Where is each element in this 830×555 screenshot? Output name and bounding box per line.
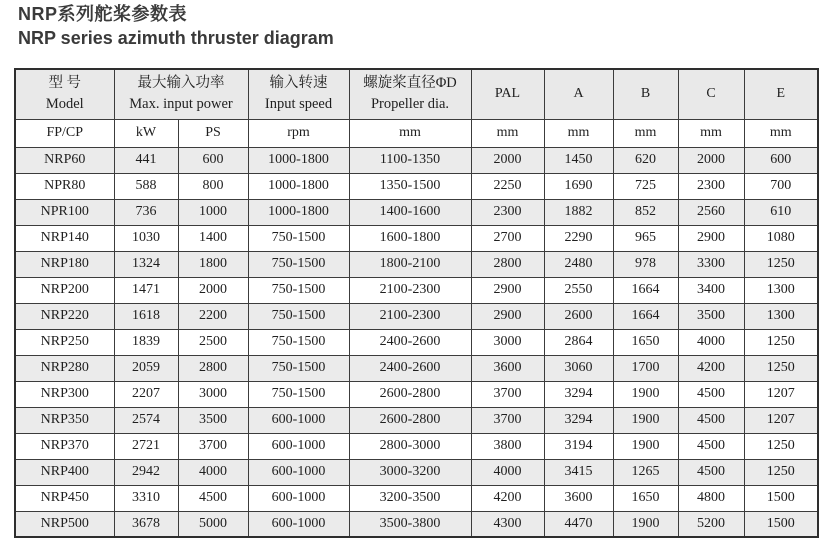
cell-a: 3294 bbox=[544, 381, 613, 407]
cell-propeller-dia: 1350-1500 bbox=[349, 173, 471, 199]
cell-propeller-dia: 2100-2300 bbox=[349, 277, 471, 303]
cell-ps: 4500 bbox=[178, 485, 248, 511]
cell-propeller-dia: 2400-2600 bbox=[349, 355, 471, 381]
cell-b: 1664 bbox=[613, 303, 678, 329]
cell-model: NRP180 bbox=[15, 251, 114, 277]
cell-e: 1250 bbox=[744, 251, 818, 277]
table-row bbox=[15, 407, 818, 433]
cell-c: 5200 bbox=[678, 511, 744, 537]
cell-e: 600 bbox=[744, 147, 818, 173]
cell-rpm: 750-1500 bbox=[248, 355, 349, 381]
header-row bbox=[15, 69, 818, 119]
header-model-zh: 型 号 bbox=[48, 75, 82, 92]
cell-pal: 4000 bbox=[471, 459, 544, 485]
header-model-en: Model bbox=[45, 96, 84, 113]
cell-ps: 1400 bbox=[178, 225, 248, 251]
cell-rpm: 1000-1800 bbox=[248, 199, 349, 225]
cell-a: 3194 bbox=[544, 433, 613, 459]
cell-e: 1250 bbox=[744, 459, 818, 485]
cell-a: 2480 bbox=[544, 251, 613, 277]
unit-model-type: FP/CP bbox=[15, 119, 114, 147]
unit-a-mm: mm bbox=[544, 119, 613, 147]
cell-b: 620 bbox=[613, 147, 678, 173]
cell-propeller-dia: 3000-3200 bbox=[349, 459, 471, 485]
cell-pal: 3800 bbox=[471, 433, 544, 459]
header-c: C bbox=[678, 69, 744, 119]
cell-b: 1900 bbox=[613, 511, 678, 537]
cell-a: 1690 bbox=[544, 173, 613, 199]
cell-b: 1664 bbox=[613, 277, 678, 303]
cell-b: 852 bbox=[613, 199, 678, 225]
cell-pal: 2900 bbox=[471, 303, 544, 329]
cell-a: 3415 bbox=[544, 459, 613, 485]
cell-e: 1250 bbox=[744, 433, 818, 459]
table-body bbox=[15, 147, 818, 537]
table-row bbox=[15, 329, 818, 355]
cell-rpm: 600-1000 bbox=[248, 511, 349, 537]
cell-c: 2000 bbox=[678, 147, 744, 173]
cell-ps: 2800 bbox=[178, 355, 248, 381]
cell-c: 3300 bbox=[678, 251, 744, 277]
cell-rpm: 600-1000 bbox=[248, 485, 349, 511]
unit-b-mm: mm bbox=[613, 119, 678, 147]
title-english: NRP series azimuth thruster diagram bbox=[18, 27, 334, 48]
cell-e: 1500 bbox=[744, 511, 818, 537]
cell-kw: 1324 bbox=[114, 251, 178, 277]
cell-kw: 588 bbox=[114, 173, 178, 199]
cell-propeller-dia: 1400-1600 bbox=[349, 199, 471, 225]
cell-e: 1250 bbox=[744, 329, 818, 355]
header-propeller-dia bbox=[349, 69, 471, 119]
cell-ps: 2200 bbox=[178, 303, 248, 329]
thruster-parameter-table bbox=[14, 68, 819, 538]
cell-model: NRP370 bbox=[15, 433, 114, 459]
cell-pal: 2250 bbox=[471, 173, 544, 199]
cell-kw: 441 bbox=[114, 147, 178, 173]
cell-rpm: 750-1500 bbox=[248, 277, 349, 303]
cell-pal: 3700 bbox=[471, 381, 544, 407]
cell-pal: 4200 bbox=[471, 485, 544, 511]
cell-kw: 2942 bbox=[114, 459, 178, 485]
cell-propeller-dia: 2400-2600 bbox=[349, 329, 471, 355]
cell-pal: 2900 bbox=[471, 277, 544, 303]
cell-ps: 5000 bbox=[178, 511, 248, 537]
cell-b: 1700 bbox=[613, 355, 678, 381]
cell-pal: 3600 bbox=[471, 355, 544, 381]
cell-b: 978 bbox=[613, 251, 678, 277]
unit-c-mm: mm bbox=[678, 119, 744, 147]
cell-kw: 2059 bbox=[114, 355, 178, 381]
table-row bbox=[15, 251, 818, 277]
cell-rpm: 1000-1800 bbox=[248, 173, 349, 199]
cell-b: 1650 bbox=[613, 329, 678, 355]
cell-propeller-dia: 2600-2800 bbox=[349, 381, 471, 407]
cell-kw: 2207 bbox=[114, 381, 178, 407]
cell-c: 3400 bbox=[678, 277, 744, 303]
cell-pal: 2700 bbox=[471, 225, 544, 251]
cell-model: NRP280 bbox=[15, 355, 114, 381]
cell-model: NRP220 bbox=[15, 303, 114, 329]
header-power-zh: 最大输入功率 bbox=[137, 75, 225, 92]
cell-a: 1882 bbox=[544, 199, 613, 225]
table-row bbox=[15, 303, 818, 329]
header-speed-en: Input speed bbox=[264, 96, 333, 113]
cell-kw: 1471 bbox=[114, 277, 178, 303]
units-row bbox=[15, 119, 818, 147]
cell-ps: 2000 bbox=[178, 277, 248, 303]
cell-model: NPR80 bbox=[15, 173, 114, 199]
cell-model: NRP300 bbox=[15, 381, 114, 407]
cell-model: NRP400 bbox=[15, 459, 114, 485]
cell-ps: 2500 bbox=[178, 329, 248, 355]
table-row bbox=[15, 381, 818, 407]
table-row bbox=[15, 459, 818, 485]
cell-model: NRP250 bbox=[15, 329, 114, 355]
unit-ps: PS bbox=[178, 119, 248, 147]
cell-rpm: 750-1500 bbox=[248, 251, 349, 277]
cell-model: NPR100 bbox=[15, 199, 114, 225]
cell-e: 610 bbox=[744, 199, 818, 225]
cell-ps: 800 bbox=[178, 173, 248, 199]
cell-c: 3500 bbox=[678, 303, 744, 329]
cell-c: 4500 bbox=[678, 381, 744, 407]
cell-model: NRP200 bbox=[15, 277, 114, 303]
cell-pal: 3700 bbox=[471, 407, 544, 433]
header-dia-en: Propeller dia. bbox=[370, 96, 450, 113]
unit-e-mm: mm bbox=[744, 119, 818, 147]
page-titles bbox=[18, 3, 334, 51]
cell-model: NRP140 bbox=[15, 225, 114, 251]
cell-ps: 3700 bbox=[178, 433, 248, 459]
unit-rpm: rpm bbox=[248, 119, 349, 147]
cell-b: 1900 bbox=[613, 381, 678, 407]
cell-pal: 4300 bbox=[471, 511, 544, 537]
cell-kw: 1618 bbox=[114, 303, 178, 329]
cell-propeller-dia: 1600-1800 bbox=[349, 225, 471, 251]
cell-b: 1900 bbox=[613, 407, 678, 433]
header-power-en: Max. input power bbox=[129, 96, 233, 113]
cell-ps: 1000 bbox=[178, 199, 248, 225]
cell-c: 4500 bbox=[678, 459, 744, 485]
cell-e: 700 bbox=[744, 173, 818, 199]
cell-pal: 3000 bbox=[471, 329, 544, 355]
cell-c: 4000 bbox=[678, 329, 744, 355]
cell-c: 4500 bbox=[678, 407, 744, 433]
cell-a: 4470 bbox=[544, 511, 613, 537]
cell-kw: 1030 bbox=[114, 225, 178, 251]
cell-kw: 3678 bbox=[114, 511, 178, 537]
header-model bbox=[15, 69, 114, 119]
cell-rpm: 600-1000 bbox=[248, 459, 349, 485]
cell-rpm: 600-1000 bbox=[248, 407, 349, 433]
table-row bbox=[15, 433, 818, 459]
unit-dia-mm: mm bbox=[349, 119, 471, 147]
cell-rpm: 750-1500 bbox=[248, 225, 349, 251]
cell-pal: 2800 bbox=[471, 251, 544, 277]
cell-propeller-dia: 3200-3500 bbox=[349, 485, 471, 511]
cell-e: 1500 bbox=[744, 485, 818, 511]
cell-propeller-dia: 2100-2300 bbox=[349, 303, 471, 329]
header-input-speed bbox=[248, 69, 349, 119]
table-row bbox=[15, 511, 818, 537]
cell-e: 1207 bbox=[744, 407, 818, 433]
header-speed-zh: 输入转速 bbox=[269, 75, 328, 92]
table-row bbox=[15, 147, 818, 173]
header-pal: PAL bbox=[471, 69, 544, 119]
cell-ps: 3000 bbox=[178, 381, 248, 407]
header-max-input-power bbox=[114, 69, 248, 119]
cell-propeller-dia: 2600-2800 bbox=[349, 407, 471, 433]
cell-rpm: 750-1500 bbox=[248, 381, 349, 407]
cell-e: 1250 bbox=[744, 355, 818, 381]
cell-c: 2300 bbox=[678, 173, 744, 199]
cell-rpm: 750-1500 bbox=[248, 303, 349, 329]
cell-e: 1300 bbox=[744, 277, 818, 303]
cell-c: 4500 bbox=[678, 433, 744, 459]
cell-kw: 1839 bbox=[114, 329, 178, 355]
cell-c: 4800 bbox=[678, 485, 744, 511]
cell-ps: 600 bbox=[178, 147, 248, 173]
cell-c: 2900 bbox=[678, 225, 744, 251]
cell-ps: 1800 bbox=[178, 251, 248, 277]
table-row bbox=[15, 173, 818, 199]
cell-pal: 2300 bbox=[471, 199, 544, 225]
cell-a: 3060 bbox=[544, 355, 613, 381]
table-row bbox=[15, 355, 818, 381]
cell-propeller-dia: 1100-1350 bbox=[349, 147, 471, 173]
cell-kw: 736 bbox=[114, 199, 178, 225]
table-row bbox=[15, 199, 818, 225]
cell-e: 1300 bbox=[744, 303, 818, 329]
cell-ps: 4000 bbox=[178, 459, 248, 485]
unit-pal-mm: mm bbox=[471, 119, 544, 147]
cell-b: 1265 bbox=[613, 459, 678, 485]
cell-b: 1900 bbox=[613, 433, 678, 459]
cell-a: 3294 bbox=[544, 407, 613, 433]
cell-pal: 2000 bbox=[471, 147, 544, 173]
cell-rpm: 600-1000 bbox=[248, 433, 349, 459]
cell-b: 965 bbox=[613, 225, 678, 251]
cell-a: 2550 bbox=[544, 277, 613, 303]
header-b: B bbox=[613, 69, 678, 119]
table-row bbox=[15, 225, 818, 251]
cell-rpm: 750-1500 bbox=[248, 329, 349, 355]
cell-ps: 3500 bbox=[178, 407, 248, 433]
title-chinese: NRP系列舵桨参数表 bbox=[18, 4, 188, 24]
cell-propeller-dia: 2800-3000 bbox=[349, 433, 471, 459]
table-row bbox=[15, 277, 818, 303]
cell-kw: 2721 bbox=[114, 433, 178, 459]
cell-kw: 2574 bbox=[114, 407, 178, 433]
cell-rpm: 1000-1800 bbox=[248, 147, 349, 173]
cell-a: 3600 bbox=[544, 485, 613, 511]
cell-a: 2600 bbox=[544, 303, 613, 329]
header-a: A bbox=[544, 69, 613, 119]
cell-e: 1080 bbox=[744, 225, 818, 251]
unit-kw: kW bbox=[114, 119, 178, 147]
header-e: E bbox=[744, 69, 818, 119]
cell-b: 725 bbox=[613, 173, 678, 199]
cell-propeller-dia: 1800-2100 bbox=[349, 251, 471, 277]
header-dia-zh: 螺旋桨直径ΦD bbox=[363, 75, 457, 92]
cell-a: 2290 bbox=[544, 225, 613, 251]
cell-a: 2864 bbox=[544, 329, 613, 355]
cell-e: 1207 bbox=[744, 381, 818, 407]
cell-model: NRP500 bbox=[15, 511, 114, 537]
cell-kw: 3310 bbox=[114, 485, 178, 511]
cell-propeller-dia: 3500-3800 bbox=[349, 511, 471, 537]
cell-model: NRP350 bbox=[15, 407, 114, 433]
cell-model: NRP60 bbox=[15, 147, 114, 173]
cell-c: 2560 bbox=[678, 199, 744, 225]
cell-b: 1650 bbox=[613, 485, 678, 511]
table-row bbox=[15, 485, 818, 511]
cell-c: 4200 bbox=[678, 355, 744, 381]
cell-a: 1450 bbox=[544, 147, 613, 173]
cell-model: NRP450 bbox=[15, 485, 114, 511]
